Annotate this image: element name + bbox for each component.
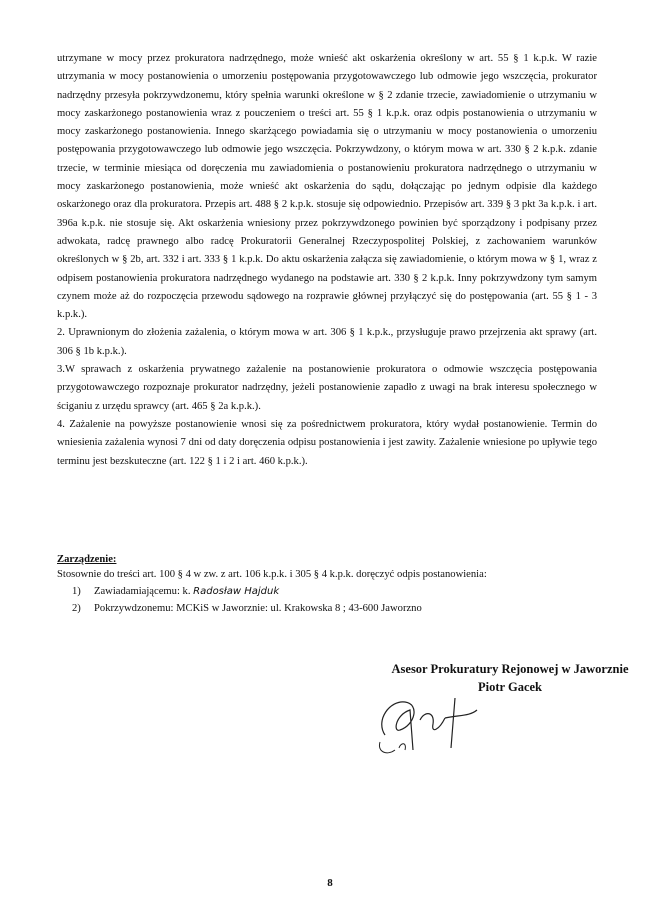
paragraph-4: 4. Zażalenie na powyższe postanowienie wnosi się za pośrednictwem prokuratora, który wydał postanowienie. Termin do wniesienia zażalenia wynosi 7 dni od daty doręczenia odpisu postanowienia i jest zawity. Zażalenie wniesione po upływie tego terminu jest bezskuteczne (art. 122 § 1 i 2 i art. 460 k.p.k.). (57, 418, 597, 467)
handwritten-signature (365, 690, 505, 760)
recipient-list (57, 584, 617, 616)
paragraph-1-continuation: utrzymane w mocy przez prokuratora nadrzędnego, może wnieść akt oskarżenia określony w art. 55 § 1 k.p.k. W razie utrzymania w mocy postanowienia o umorzeniu postępowania przygotowawczego lub odmowie jego wszczęcia, prokurator nadrzędny przesyła pokrzywdzonemu, który spełnia warunki określone w § 2 zdanie trzecie, zawiadomienie o utrzymaniu w mocy zaskarżonego postanowienia wraz z pouczeniem o treści art. 55 § 1 k.p.k. oraz odpis postanowienia o utrzymaniu w mocy zaskarżonego postanowienia. Innego skarżącego powiadamia się o utrzymaniu w mocy postanowienia o umorzeniu postępowania przygotowawczego lub odmowie jego wszczęcia. Pokrzywdzony, o którym mowa w art. 330 § 2 k.p.k. zdanie trzecie, w terminie miesiąca od doręczenia mu zawiadomienia o postanowieniu prokuratora nadrzędnego o utrzymaniu w mocy zaskarżonego postanowienia, może wnieść akt oskarżenia do sądu, dołączając po jednym odpisie dla każdego oskarżonego oraz dla prokuratora. Przepis art. 488 § 2 k.p.k. stosuje się odpowiednio. Przepisów art. 339 § 3 pkt 3a k.p.k. i art. 396a k.p.k. nie stosuje się. Akt oskarżenia wniesiony przez pokrzywdzonego powinien być sporządzony i podpisany przez adwokata, radcę prawnego albo radcę Prokuratorii Generalnej Rzeczypospolitej Polskiej, z zachowaniem warunków określonych w § 2b, art. 332 i art. 333 § 1 k.p.k. Do aktu oskarżenia załącza się zawiadomienie, o którym mowa w § 1, wraz z odpisem postanowienia prokuratora nadrzędnego wydanego na podstawie art. 330 § 2 k.p.k. Inny pokrzywdzony tym samym czynem może aż do rozpoczęcia przewodu sądowego na rozprawie głównej przyłączyć się do postępowania (art. 55 § 1 - 3 k.p.k.). (57, 53, 597, 321)
signatory-title: Asesor Prokuratury Rejonowej w Jaworznie (391, 662, 629, 676)
recipient-number: 2) (72, 603, 81, 614)
order-intro (57, 567, 617, 582)
recipient-text: Zawiadamiającemu: k. (94, 586, 194, 597)
signatory-name: Piotr Gacek (478, 680, 542, 694)
instructions-body (57, 50, 597, 471)
paragraph-3: 3.W sprawach z oskarżenia prywatnego zażalenie na postanowienie prokuratora o odmowie wszczęcia postępowania przygotowawczego rozpoznaje prokurator nadrzędny, jeżeli postanowienie zapadło z uwagi na brak interesu społecznego w ściganiu z urzędu sprawcy (art. 465 § 2a k.p.k.). (57, 364, 597, 412)
paragraph-2: 2. Uprawnionym do złożenia zażalenia, o którym mowa w art. 306 § 1 k.p.k., przysługuje prawo przejrzenia akt sprawy (art. 306 § 1b k.p.k.). (57, 327, 597, 357)
recipient-item (72, 601, 617, 616)
order-intro-part-b: w zw. z art. 106 k.p.k. i 305 § 4 k.p.k. doręczyć odpis postanowienia: (193, 569, 487, 580)
recipient-item (72, 584, 617, 599)
recipient-text: Pokrzywdzonemu: MCKiS w Jaworznie: ul. Krakowska 8 ; 43-600 Jaworzno (94, 603, 422, 614)
recipient-number: 1) (72, 586, 81, 597)
order-section (57, 552, 617, 616)
handwritten-name: Radosław Hajduk (193, 586, 280, 597)
page-number: 8 (327, 877, 333, 889)
order-heading: Zarządzenie: (57, 554, 117, 565)
order-intro-part-a: Stosownie do treści art. 100 § 4 (57, 569, 194, 580)
